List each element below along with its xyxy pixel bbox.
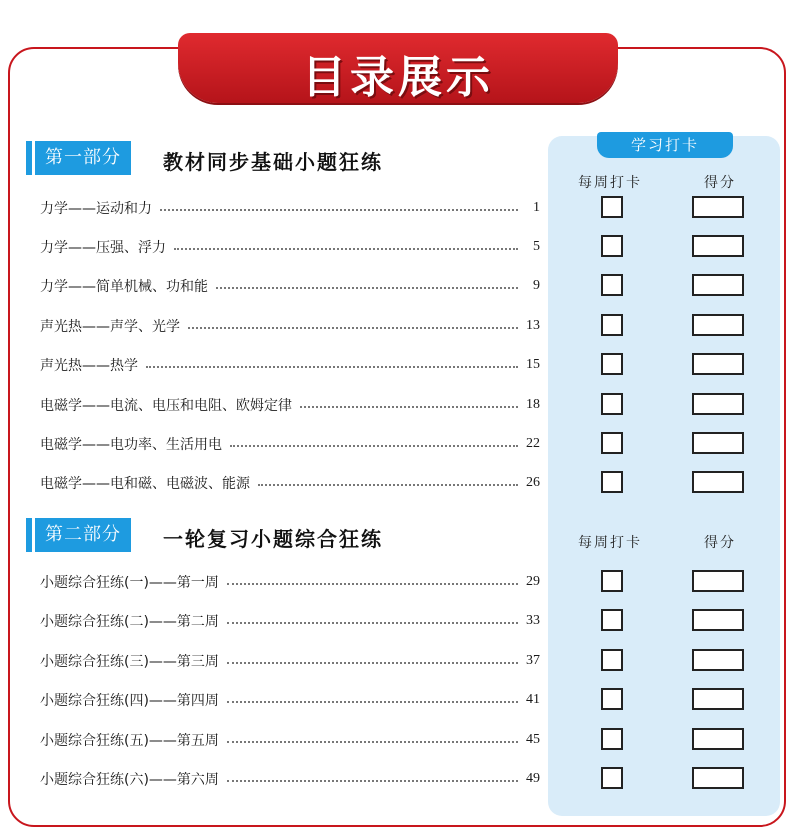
toc-row[interactable] bbox=[40, 611, 540, 631]
weekly-checkbox[interactable] bbox=[601, 235, 623, 257]
weekly-checkbox[interactable] bbox=[601, 471, 623, 493]
toc-entry-title: 小题综合狂练(六)——第六周 bbox=[40, 772, 219, 788]
weekly-checkbox[interactable] bbox=[601, 274, 623, 296]
dot-leader bbox=[146, 366, 518, 368]
toc-page-number: 45 bbox=[526, 732, 540, 747]
dot-leader bbox=[160, 209, 518, 211]
toc-row[interactable] bbox=[40, 690, 540, 710]
toc-row[interactable] bbox=[40, 316, 540, 336]
toc-page-number: 26 bbox=[526, 475, 540, 490]
score-box[interactable] bbox=[692, 196, 744, 218]
section-title: 教材同步基础小题狂练 bbox=[163, 150, 383, 174]
dot-leader bbox=[188, 327, 518, 329]
dot-leader bbox=[227, 701, 518, 703]
title-banner bbox=[178, 33, 618, 103]
toc-page-number: 18 bbox=[526, 397, 540, 412]
weekly-checkbox[interactable] bbox=[601, 570, 623, 592]
toc-page-number: 9 bbox=[533, 278, 540, 293]
toc-page-number: 41 bbox=[526, 692, 540, 707]
score-box[interactable] bbox=[692, 274, 744, 296]
score-box[interactable] bbox=[692, 649, 744, 671]
section-title: 一轮复习小题综合狂练 bbox=[163, 527, 383, 551]
page-title: 目录展示 bbox=[302, 52, 494, 103]
section-badge bbox=[26, 141, 131, 175]
toc-entry-title: 力学——运动和力 bbox=[40, 201, 152, 217]
toc-entry-title: 声光热——声学、光学 bbox=[40, 319, 180, 335]
toc-page-number: 29 bbox=[526, 574, 540, 589]
weekly-checkbox[interactable] bbox=[601, 649, 623, 671]
badge-accent-bar bbox=[26, 518, 32, 552]
toc-page-number: 1 bbox=[533, 200, 540, 215]
dot-leader bbox=[227, 780, 518, 782]
dot-leader bbox=[174, 248, 518, 250]
dot-leader bbox=[216, 287, 518, 289]
toc-page-number: 15 bbox=[526, 357, 540, 372]
toc-entry-title: 小题综合狂练(五)——第五周 bbox=[40, 733, 219, 749]
dot-leader bbox=[227, 662, 518, 664]
dot-leader bbox=[227, 622, 518, 624]
dot-leader bbox=[300, 406, 518, 408]
toc-entry-title: 电磁学——电流、电压和电阻、欧姆定律 bbox=[40, 398, 292, 414]
toc-row[interactable] bbox=[40, 355, 540, 375]
weekly-checkin-header: 每周打卡 bbox=[578, 535, 642, 551]
toc-entry-title: 电磁学——电和磁、电磁波、能源 bbox=[40, 476, 250, 492]
toc-row[interactable] bbox=[40, 572, 540, 592]
badge-accent-bar bbox=[26, 141, 32, 175]
section-badge bbox=[26, 518, 131, 552]
score-box[interactable] bbox=[692, 314, 744, 336]
toc-row[interactable] bbox=[40, 434, 540, 454]
section-badge-label: 第二部分 bbox=[35, 518, 131, 552]
toc-entry-title: 小题综合狂练(二)——第二周 bbox=[40, 614, 219, 630]
dot-leader bbox=[258, 484, 518, 486]
toc-row[interactable] bbox=[40, 769, 540, 789]
score-box[interactable] bbox=[692, 570, 744, 592]
score-box[interactable] bbox=[692, 353, 744, 375]
toc-entry-title: 声光热——热学 bbox=[40, 358, 138, 374]
toc-row[interactable] bbox=[40, 395, 540, 415]
toc-row[interactable] bbox=[40, 198, 540, 218]
toc-page-number: 5 bbox=[533, 239, 540, 254]
score-header: 得分 bbox=[704, 175, 736, 191]
score-box[interactable] bbox=[692, 393, 744, 415]
toc-entry-title: 小题综合狂练(四)——第四周 bbox=[40, 693, 219, 709]
toc-row[interactable] bbox=[40, 651, 540, 671]
toc-page-number: 49 bbox=[526, 771, 540, 786]
weekly-checkbox[interactable] bbox=[601, 314, 623, 336]
section-badge-label: 第一部分 bbox=[35, 141, 131, 175]
toc-row[interactable] bbox=[40, 276, 540, 296]
score-box[interactable] bbox=[692, 235, 744, 257]
weekly-checkbox[interactable] bbox=[601, 728, 623, 750]
weekly-checkbox[interactable] bbox=[601, 609, 623, 631]
score-box[interactable] bbox=[692, 609, 744, 631]
score-box[interactable] bbox=[692, 688, 744, 710]
weekly-checkbox[interactable] bbox=[601, 432, 623, 454]
dot-leader bbox=[230, 445, 518, 447]
score-box[interactable] bbox=[692, 767, 744, 789]
toc-page-number: 33 bbox=[526, 613, 540, 628]
score-box[interactable] bbox=[692, 728, 744, 750]
weekly-checkin-header: 每周打卡 bbox=[578, 175, 642, 191]
toc-entry-title: 小题综合狂练(一)——第一周 bbox=[40, 575, 219, 591]
toc-entry-title: 力学——简单机械、功和能 bbox=[40, 279, 208, 295]
dot-leader bbox=[227, 583, 518, 585]
weekly-checkbox[interactable] bbox=[601, 393, 623, 415]
toc-entry-title: 小题综合狂练(三)——第三周 bbox=[40, 654, 219, 670]
score-box[interactable] bbox=[692, 471, 744, 493]
score-header: 得分 bbox=[704, 535, 736, 551]
toc-page-number: 37 bbox=[526, 653, 540, 668]
toc-row[interactable] bbox=[40, 237, 540, 257]
weekly-checkbox[interactable] bbox=[601, 767, 623, 789]
score-box[interactable] bbox=[692, 432, 744, 454]
toc-page-number: 22 bbox=[526, 436, 540, 451]
weekly-checkbox[interactable] bbox=[601, 196, 623, 218]
study-checkin-tab: 学习打卡 bbox=[597, 132, 733, 158]
toc-row[interactable] bbox=[40, 730, 540, 750]
toc-entry-title: 力学——压强、浮力 bbox=[40, 240, 166, 256]
toc-page-number: 13 bbox=[526, 318, 540, 333]
study-checkin-panel bbox=[548, 136, 780, 816]
toc-entry-title: 电磁学——电功率、生活用电 bbox=[40, 437, 222, 453]
dot-leader bbox=[227, 741, 518, 743]
weekly-checkbox[interactable] bbox=[601, 688, 623, 710]
toc-row[interactable] bbox=[40, 473, 540, 493]
weekly-checkbox[interactable] bbox=[601, 353, 623, 375]
